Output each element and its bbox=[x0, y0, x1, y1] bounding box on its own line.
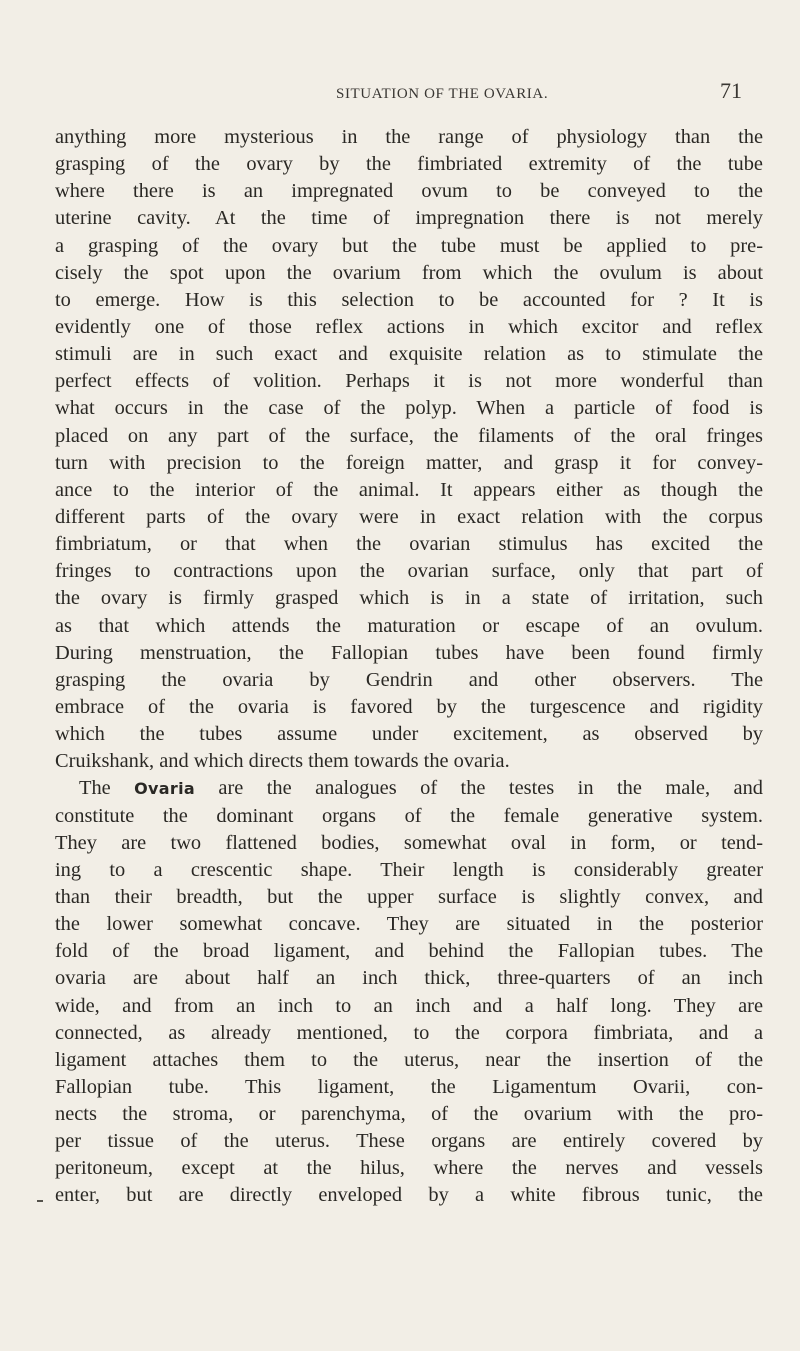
paragraph-2-opening: The bbox=[79, 777, 135, 800]
text-line: the lower somewhat concave. They are situated in the posterior bbox=[55, 913, 763, 936]
text-line: perfect effects of volition. Perhaps it is not more wonderful than bbox=[55, 370, 763, 393]
text-line: constitute the dominant organs of the female generative system. bbox=[55, 804, 763, 827]
text-line: cisely the spot upon the ovarium from which the ovulum is about bbox=[55, 261, 763, 284]
running-head: SITUATION OF THE OVARIA. bbox=[336, 86, 549, 102]
paragraph-1 bbox=[55, 124, 763, 775]
text-line: fringes to contractions upon the ovarian surface, only that part of bbox=[55, 560, 763, 583]
text-line: turn with precision to the foreign matter, and grasp it for convey- bbox=[55, 451, 763, 474]
text-line: They are two flattened bodies, somewhat oval in form, or tend- bbox=[55, 831, 763, 854]
text-line: grasping the ovaria by Gendrin and other observers. The bbox=[55, 668, 763, 691]
text-line: fold of the broad ligament, and behind the Fallopian tubes. The bbox=[55, 940, 763, 963]
text-line: to emerge. How is this selection to be accounted for ? It is bbox=[55, 288, 763, 311]
text-line: nects the stroma, or parenchyma, of the ovarium with the pro- bbox=[55, 1103, 763, 1126]
text-line: uterine cavity. At the time of impregnation there is not merely bbox=[55, 207, 763, 230]
text-line: stimuli are in such exact and exquisite relation as to stimulate the bbox=[55, 343, 763, 366]
text-line: anything more mysterious in the range of physiology than the bbox=[55, 126, 763, 148]
text-line: which the tubes assume under excitement, as observed by bbox=[55, 723, 763, 746]
page-number: 71 bbox=[720, 78, 742, 103]
text-line: wide, and from an inch to an inch and a half long. They are bbox=[55, 994, 763, 1017]
margin-mark bbox=[37, 1200, 43, 1202]
text-line: different parts of the ovary were in exact relation with the corpus bbox=[55, 505, 763, 528]
text-line: ligament attaches them to the uterus, near the insertion of the bbox=[55, 1048, 763, 1071]
text-line: a grasping of the ovary but the tube must be applied to pre- bbox=[55, 234, 763, 257]
text-line: connected, as already mentioned, to the corpora fimbriata, and a bbox=[55, 1021, 763, 1044]
body-text bbox=[55, 124, 763, 1210]
text-line: what occurs in the case of the polyp. When a particle of food is bbox=[55, 397, 763, 420]
text-line: During menstruation, the Fallopian tubes have been found firmly bbox=[55, 641, 763, 664]
paragraph-2-first-line-rest: are the analogues of the testes in the male, and bbox=[194, 777, 763, 800]
text-line: ance to the interior of the animal. It appears either as though the bbox=[55, 478, 763, 501]
ovaria-term: Ovaria bbox=[134, 779, 195, 799]
text-line: where there is an impregnated ovum to be conveyed to the bbox=[55, 180, 763, 203]
text-line: Fallopian tube. This ligament, the Ligamentum Ovarii, con- bbox=[55, 1075, 763, 1098]
paragraph-2 bbox=[55, 775, 763, 1209]
text-line: evidently one of those reflex actions in which excitor and reflex bbox=[55, 315, 763, 338]
text-line: enter, but are directly enveloped by a white fibrous tunic, the bbox=[55, 1184, 763, 1207]
text-line: than their breadth, but the upper surface is slightly convex, and bbox=[55, 885, 763, 908]
text-line: the ovary is firmly grasped which is in a state of irritation, such bbox=[55, 587, 763, 610]
text-line: embrace of the ovaria is favored by the turgescence and rigidity bbox=[55, 695, 763, 718]
text-line: peritoneum, except at the hilus, where the nerves and vessels bbox=[55, 1157, 763, 1180]
text-line: per tissue of the uterus. These organs are entirely covered by bbox=[55, 1130, 763, 1153]
text-line: ing to a crescentic shape. Their length is considerably greater bbox=[55, 858, 763, 881]
text-line: Cruikshank, and which directs them towards the ovaria. bbox=[55, 750, 510, 773]
text-line: grasping of the ovary by the fimbriated extremity of the tube bbox=[55, 153, 763, 176]
text-line: ovaria are about half an inch thick, three-quarters of an inch bbox=[55, 967, 763, 990]
text-line: fimbriatum, or that when the ovarian stimulus has excited the bbox=[55, 533, 763, 556]
text-line: as that which attends the maturation or escape of an ovulum. bbox=[55, 614, 763, 637]
paragraph-2-first-line bbox=[55, 775, 763, 802]
text-line: placed on any part of the surface, the filaments of the oral fringes bbox=[55, 424, 763, 447]
